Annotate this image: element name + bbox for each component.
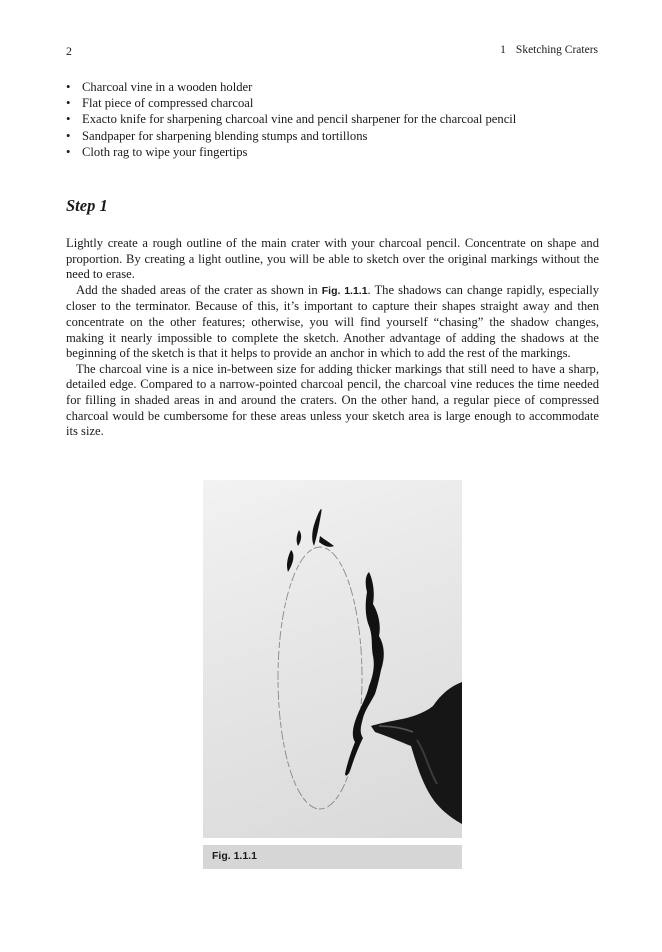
- step-body: [66, 236, 599, 440]
- shadow-stroke: [287, 550, 293, 572]
- crater-sketch-photo: [203, 480, 462, 838]
- shadow-stroke: [319, 536, 334, 547]
- shadow-stroke: [297, 530, 302, 546]
- chapter-title: Sketching Craters: [515, 44, 598, 56]
- page-number: 2: [66, 44, 72, 58]
- paragraph: Lightly create a rough outline of the main crater with your charcoal pencil. Concentrate on shape and proportion. By creating a light outline, you will be able to sketch over the original markings without the need to erase.: [66, 236, 599, 282]
- list-item: [66, 111, 606, 127]
- figure-photo: [203, 480, 462, 838]
- list-item-text: Cloth rag to wipe your fingertips: [82, 144, 248, 159]
- list-item-text: Flat piece of compressed charcoal: [82, 96, 254, 111]
- bullet-icon: •: [66, 112, 71, 127]
- list-item-text: Exacto knife for sharpening charcoal vine and pencil sharpener for the charcoal pencil: [82, 112, 517, 127]
- paragraph-text: Add the shaded areas of the crater as shown in: [76, 282, 322, 297]
- figure-caption: [203, 845, 462, 869]
- list-item: [66, 95, 606, 111]
- list-item-text: Charcoal vine in a wooden holder: [82, 80, 253, 94]
- list-item-text: Sandpaper for sharpening blending stumps and tortillons: [82, 128, 368, 143]
- step-heading: Step 1: [66, 196, 108, 215]
- materials-list: [66, 79, 606, 160]
- paragraph: [66, 283, 599, 362]
- paragraph: The charcoal vine is a nice in-between size for adding thicker markings that still need to have a sharp, detailed edge. Compared to a narrow-pointed charcoal pencil, the charcoal vine reduces the time needed for filling in shaded areas in and around the craters. On the other hand, a regular piece of compressed charcoal would be cumbersome for these areas unless your sketch area is large enough to accommodate its size.: [66, 361, 599, 439]
- shadow-stroke: [345, 572, 384, 776]
- chapter-number: 1: [500, 44, 506, 56]
- list-item: [66, 79, 606, 95]
- list-item: [66, 128, 606, 144]
- hand-silhouette: [371, 682, 462, 824]
- figure-caption-label: Fig. 1.1.1: [212, 850, 257, 862]
- bullet-icon: •: [66, 128, 71, 143]
- figure-reference: Fig. 1.1.1: [321, 284, 368, 297]
- paragraph-text: . The shadows can change rapidly, especially closer to the terminator. Because of this, it’s important to capture their shapes straight away and then concentrate on the other features; otherwise, you will find yourself “chasing” the shadow changes, making it nearly impossible to complete the sketch. Another advantage of adding the shadows at the beginning of the sketch is that it helps to provide an anchor in which to add the rest of the markings.: [66, 282, 599, 361]
- bullet-icon: •: [66, 96, 71, 111]
- bullet-icon: •: [66, 80, 71, 94]
- list-item: [66, 144, 606, 160]
- running-head: [500, 44, 598, 56]
- bullet-icon: •: [66, 144, 71, 159]
